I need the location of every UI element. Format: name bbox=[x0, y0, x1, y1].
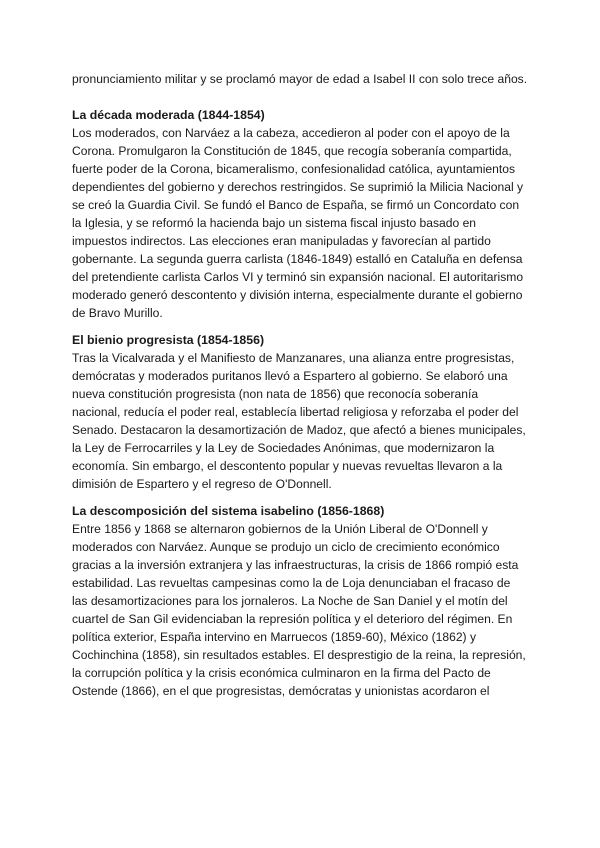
intro-paragraph: pronunciamiento militar y se proclamó mayor de edad a Isabel II con solo trece años. bbox=[72, 72, 528, 86]
section-heading: La década moderada (1844-1854) bbox=[72, 108, 265, 122]
section-bienio-progresista bbox=[72, 331, 528, 493]
section-body: Los moderados, con Narváez a la cabeza, accedieron al poder con el apoyo de la Corona. Promulgaron la Constitución de 1845, que recogía soberanía compartida, fuerte poder de la Corona, bicameralismo, confesionalidad católica, ayuntamientos dependientes del gobierno y derechos restringidos. Se suprimió la Milicia Nacional y se creó la Guardia Civil. Se fundó el Banco de España, se firmó un Concordato con la Iglesia, y se reformó la hacienda bajo un sistema fiscal injusto basado en impuestos indirectos. Las elecciones eran manipuladas y favorecían al partido gobernante. La segunda guerra carlista (1846-1849) estalló en Cataluña en defensa del pretendiente carlista Carlos VI y terminó sin expansión nacional. El autoritarismo moderado generó descontento y división interna, especialmente durante el gobierno de Bravo Murillo. bbox=[72, 126, 524, 320]
section-body: Tras la Vicalvarada y el Manifiesto de Manzanares, una alianza entre progresistas, demócratas y moderados puritanos llevó a Espartero al gobierno. Se elaboró una nueva constitución progresista (non nata de 1856) que reconocía soberanía nacional, reducía el poder real, establecía libertad religiosa y reforzaba el poder del Senado. Destacaron la desamortización de Madoz, que afectó a bienes municipales, la Ley de Ferrocarriles y la Ley de Sociedades Anónimas, que modernizaron la economía. Sin embargo, el descontento popular y nuevas revueltas llevaron a la dimisión de Espartero y el regreso de O'Donnell. bbox=[72, 351, 526, 491]
section-heading: La descomposición del sistema isabelino (1856-1868) bbox=[72, 504, 385, 518]
section-body: Entre 1856 y 1868 se alternaron gobiernos de la Unión Liberal de O'Donnell y moderados con Narváez. Aunque se produjo un ciclo de crecimiento económico gracias a la inversión extranjera y las infraestructuras, la crisis de 1866 rompió esta estabilidad. Las revueltas campesinas como la de Loja denunciaban el fracaso de las desamortizaciones para los jornaleros. La Noche de San Daniel y el motín del cuartel de San Gil evidenciaban la represión política y el deterioro del régimen. En política exterior, España intervino en Marruecos (1859-60), México (1862) y Cochinchina (1858), sin resultados estables. El desprestigio de la reina, la represión, la corrupción política y la crisis económica culminaron en la firma del Pacto de Ostende (1866), en el que progresistas, demócratas y unionistas acordaron el bbox=[72, 522, 526, 698]
section-heading: El bienio progresista (1854-1856) bbox=[72, 333, 265, 347]
section-decada-moderada bbox=[72, 106, 528, 322]
document-page bbox=[72, 70, 528, 709]
section-descomposicion-isabelino bbox=[72, 502, 528, 700]
